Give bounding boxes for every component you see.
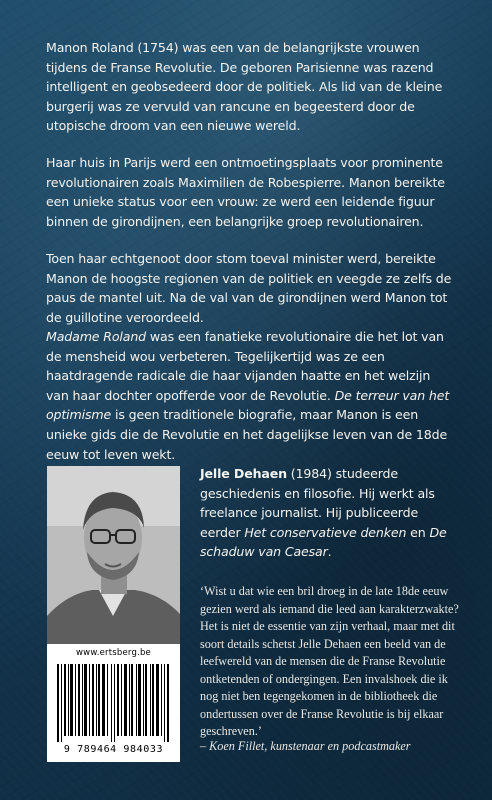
barcode-bars [57,664,170,742]
barcode-label [47,644,180,762]
author-bio-text-2: en [406,524,430,540]
quote-attribution: – Koen Fillet, kunstenaar en podcastmaker [200,739,411,753]
book-title-madame-roland: Madame Roland [46,329,147,344]
blurb-paragraph-4 [46,327,452,464]
blurb-paragraph-1: Manon Roland (1754) was een van de belangrijkste vrouwen tijdens de Franse Revolutie. De geboren Parisienne was razend intelligent en geobsedeerd door de politiek. Als lid van de kleine burgerij was ze vervuld van rancune en begeesterd door de utopische droom van een nieuwe wereld. [46,40,443,134]
isbn-number: 9 789464 984033 [63,744,164,755]
blurb-paragraph-4-text-2: is geen traditionele biografie, maar Manon is een unieke gids die de Revolutie en het dagelijkse leven van de 18de eeuw tot leven wekt. [46,407,448,462]
author-bio-text-3: . [327,544,332,560]
author-photo [47,466,180,644]
publisher-website: www.ertsberg.be [76,648,151,658]
author-bio-text-1: (1984) studeerde geschiedenis en filosofie. Hij werkt als freelance journalist. Hij publiceerde eerder [200,466,435,540]
blurb-paragraph-2: Haar huis in Parijs werd een ontmoetingsplaats voor prominente revolutionairen zoals Maximilien de Robespierre. Manon bereikte een unieke status voor een vrouw: ze werd een leidende figuur binnen de girondijnen, een belangrijke groep revolutionairen. [46,155,445,229]
author-bio [200,464,462,562]
book-title-de-terreur: De terreur van het optimisme [46,387,450,423]
author-name: Jelle Dehaen [200,466,287,481]
previous-book-1: Het conservatieve denken [244,524,407,540]
review-quote: ‘Wist u dat wie een bril droeg in de late 18de eeuw gezien werd als iemand die leed aan karakterzwakte? Het is niet de essentie van zijn verhaal, maar met dit soort details schetst Jelle Dehaen een beeld van de leefwereld van de mensen die de Franse Revolutie ontketenden of ondergingen. Een invalshoek die ik nog niet ben tegengekomen in de bibliotheek die ondertussen over de Franse Revolutie is bij elkaar geschreven.’ [200,584,459,738]
blurb-paragraph-4-text-1: was een fanatieke revolutionaire die het lot van de mensheid wou verbeteren. Tegelijkertijd was ze een haatdragende radicale die haar vijanden haatte en het welzijn van haar dochter opofferde voor de Revolutie. [46,329,444,403]
blurb-paragraph-3: Toen haar echtgenoot door stom toeval minister werd, bereikte Manon de hoogste regionen van de politiek en veegde ze zelfs de paus de mantel uit. Na de val van de girondijnen werd Manon tot de guillotine veroordeeld. [46,251,452,325]
previous-book-2: De schaduw van Caesar [200,524,447,560]
